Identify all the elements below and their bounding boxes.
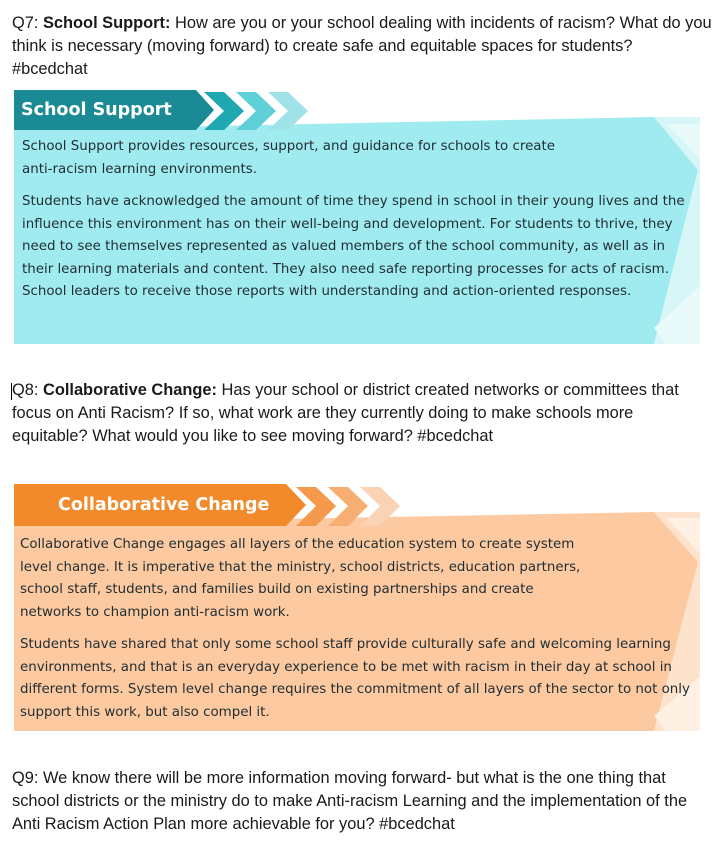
school-support-body bbox=[14, 136, 685, 304]
question-7-text: How are you or your school dealing with incidents of racism? What do you think is necessary (moving forward) to create safe and equitable spaces for students? #bcedchat bbox=[12, 14, 712, 78]
school-support-card bbox=[14, 90, 700, 345]
question-8-title: Collaborative Change: bbox=[42, 381, 217, 399]
school-support-para-2: Students have acknowledged the amount of time they spend in school in their young lives and the influence this environment has on their well-being and development. For students to thrive, they need to see themselves represented as valued members of the school community, as well as in their learning materials and content. They also need safe reporting processes for acts of racism. School leaders to receive those reports with understanding and action-oriented responses. bbox=[22, 194, 685, 299]
question-7-title: School Support: bbox=[42, 14, 171, 32]
school-support-heading: School Support bbox=[21, 100, 172, 120]
question-8 bbox=[12, 379, 712, 448]
question-8-text: Has your school or district created networks or committees that focus on Anti Racism? If so, what work are they currently doing to make schools more equitable? What would you like to see moving forward? #bcedchat bbox=[12, 381, 679, 445]
question-9: Q9: We know there will be more information moving forward- but what is the one thing that school districts or the ministry do to make Anti-racism Learning and the implementation of the Anti Racism Action Plan more achievable for you? #bcedchat bbox=[12, 769, 688, 833]
collaborative-change-card bbox=[14, 484, 700, 734]
collaborative-change-para-2: Students have shared that only some school staff provide culturally safe and welcoming learning environments, and that is an everyday experience to be met with racism in their day at school in different forms. System level change requires the commitment of all layers of the sector to not only support this work, but also compel it. bbox=[20, 637, 690, 720]
question-8-prefix: Q8: bbox=[12, 381, 43, 399]
collaborative-change-body bbox=[14, 534, 694, 724]
school-support-para-1: School Support provides resources, support, and guidance for schools to create anti-racism learning environments. bbox=[22, 139, 555, 177]
question-7 bbox=[12, 12, 712, 81]
collaborative-change-heading: Collaborative Change bbox=[58, 495, 270, 515]
question-7-prefix: Q7: bbox=[12, 14, 43, 32]
collaborative-change-para-1: Collaborative Change engages all layers of the education system to create system level change. It is imperative that the ministry, school districts, education partners, school staff, students, and families build on existing partnerships and create networks to champion anti-racism work. bbox=[20, 537, 581, 620]
